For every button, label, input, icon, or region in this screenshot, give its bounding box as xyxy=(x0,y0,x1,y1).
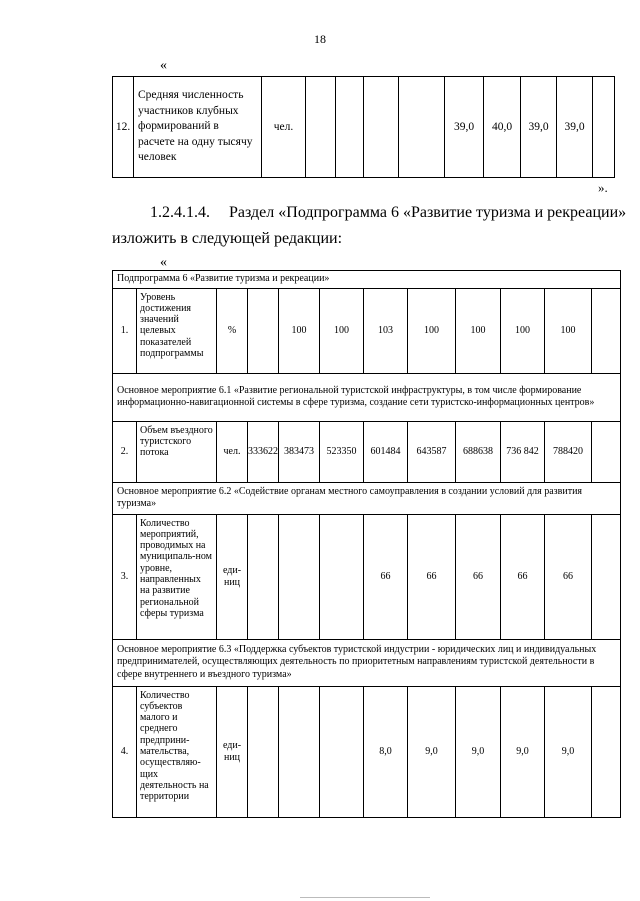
value-cell: 100 xyxy=(279,288,320,373)
value-cell xyxy=(592,514,621,639)
value-cell: 9,0 xyxy=(408,686,456,817)
unit-cell: % xyxy=(217,288,248,373)
row-number: 4. xyxy=(113,686,137,817)
value-cell: 40,0 xyxy=(484,77,521,178)
indicator-name: Уровень достижения значений целевых показателей подпрограммы xyxy=(137,288,217,373)
value-cell: 66 xyxy=(364,514,408,639)
value-cell: 100 xyxy=(456,288,501,373)
table-row xyxy=(113,288,621,373)
value-cell: 66 xyxy=(408,514,456,639)
closing-quote: ». xyxy=(598,180,608,195)
value-cell: 383473 xyxy=(279,421,320,482)
section-header: Основное мероприятие 6.2 «Содействие органам местного самоуправления в создании условий для развития туризма» xyxy=(113,482,621,514)
paragraph-text: Раздел «Подпрограмма 6 «Развитие туризма и рекреации» xyxy=(229,204,627,221)
unit-cell: еди-ниц xyxy=(217,514,248,639)
value-cell xyxy=(279,514,320,639)
value-cell: 66 xyxy=(501,514,545,639)
paragraph-number: 1.2.4.1.4. xyxy=(150,204,210,221)
value-cell: 9,0 xyxy=(456,686,501,817)
value-cell: 8,0 xyxy=(364,686,408,817)
section-header: Основное мероприятие 6.1 «Развитие региональной туристской инфраструктуры, в том числе формирование информационно-навигационной системы в сфере туризма, создание сети туристско-информационных центров» xyxy=(113,373,621,421)
value-cell: 9,0 xyxy=(545,686,592,817)
value-cell xyxy=(592,686,621,817)
indicator-name: Количество субъектов малого и среднего предприни-мательства, осуществляю-щих деятельность на территории xyxy=(137,686,217,817)
value-cell xyxy=(279,686,320,817)
value-cell xyxy=(248,686,279,817)
value-cell: 100 xyxy=(320,288,364,373)
value-cell: 66 xyxy=(456,514,501,639)
scan-edge-line xyxy=(300,897,430,898)
value-cell: 66 xyxy=(545,514,592,639)
value-cell: 333622 xyxy=(248,421,279,482)
row-number: 12. xyxy=(113,77,134,178)
value-cell: 788420 xyxy=(545,421,592,482)
table-row xyxy=(113,482,621,514)
row-number: 1. xyxy=(113,288,137,373)
value-cell: 100 xyxy=(501,288,545,373)
unit-cell: чел. xyxy=(217,421,248,482)
value-cell: 736 842 xyxy=(501,421,545,482)
indicator-name: Средняя численность участников клубных формирований в расчете на одну тысячу человек xyxy=(134,77,262,178)
value-cell: 9,0 xyxy=(501,686,545,817)
value-cell: 100 xyxy=(408,288,456,373)
value-cell xyxy=(592,421,621,482)
value-cell: 39,0 xyxy=(521,77,557,178)
value-cell: 39,0 xyxy=(557,77,593,178)
table-row xyxy=(113,639,621,686)
table-row xyxy=(113,514,621,639)
value-cell xyxy=(593,77,615,178)
indicator-name: Объем въездного туристского потока xyxy=(137,421,217,482)
value-cell xyxy=(399,77,445,178)
value-cell xyxy=(248,288,279,373)
value-cell: 39,0 xyxy=(445,77,484,178)
paragraph-text-continuation: изложить в следующей редакции: xyxy=(112,230,343,247)
opening-quote: « xyxy=(160,255,167,270)
subprogram-table xyxy=(112,270,621,818)
subprogram-title: Подпрограмма 6 «Развитие туризма и рекреации» xyxy=(113,271,621,289)
value-cell xyxy=(320,514,364,639)
unit-cell: чел. xyxy=(262,77,306,178)
section-header: Основное мероприятие 6.3 «Поддержка субъектов туристской индустрии - юридических лиц и индивидуальных предпринимателей, осуществляющих деятельность по приоритетным направлениям туристской деятельности в сфере внутреннего и въездного туризма» xyxy=(113,639,621,686)
table-row xyxy=(113,77,615,178)
value-cell: 100 xyxy=(545,288,592,373)
row-number: 2. xyxy=(113,421,137,482)
unit-cell: еди-ниц xyxy=(217,686,248,817)
value-cell xyxy=(336,77,364,178)
value-cell xyxy=(320,686,364,817)
value-cell xyxy=(364,77,399,178)
value-cell xyxy=(592,288,621,373)
continuation-table xyxy=(112,76,615,178)
indicator-name: Количество мероприятий, проводимых на муниципаль-ном уровне, направленных на развитие региональной сферы туризма xyxy=(137,514,217,639)
row-number: 3. xyxy=(113,514,137,639)
value-cell: 688638 xyxy=(456,421,501,482)
opening-quote: « xyxy=(160,58,167,73)
page-number: 18 xyxy=(314,32,326,46)
value-cell: 643587 xyxy=(408,421,456,482)
value-cell: 103 xyxy=(364,288,408,373)
table-row xyxy=(113,271,621,289)
value-cell xyxy=(306,77,336,178)
table-row xyxy=(113,686,621,817)
table-row xyxy=(113,373,621,421)
value-cell xyxy=(248,514,279,639)
value-cell: 601484 xyxy=(364,421,408,482)
value-cell: 523350 xyxy=(320,421,364,482)
table-row xyxy=(113,421,621,482)
